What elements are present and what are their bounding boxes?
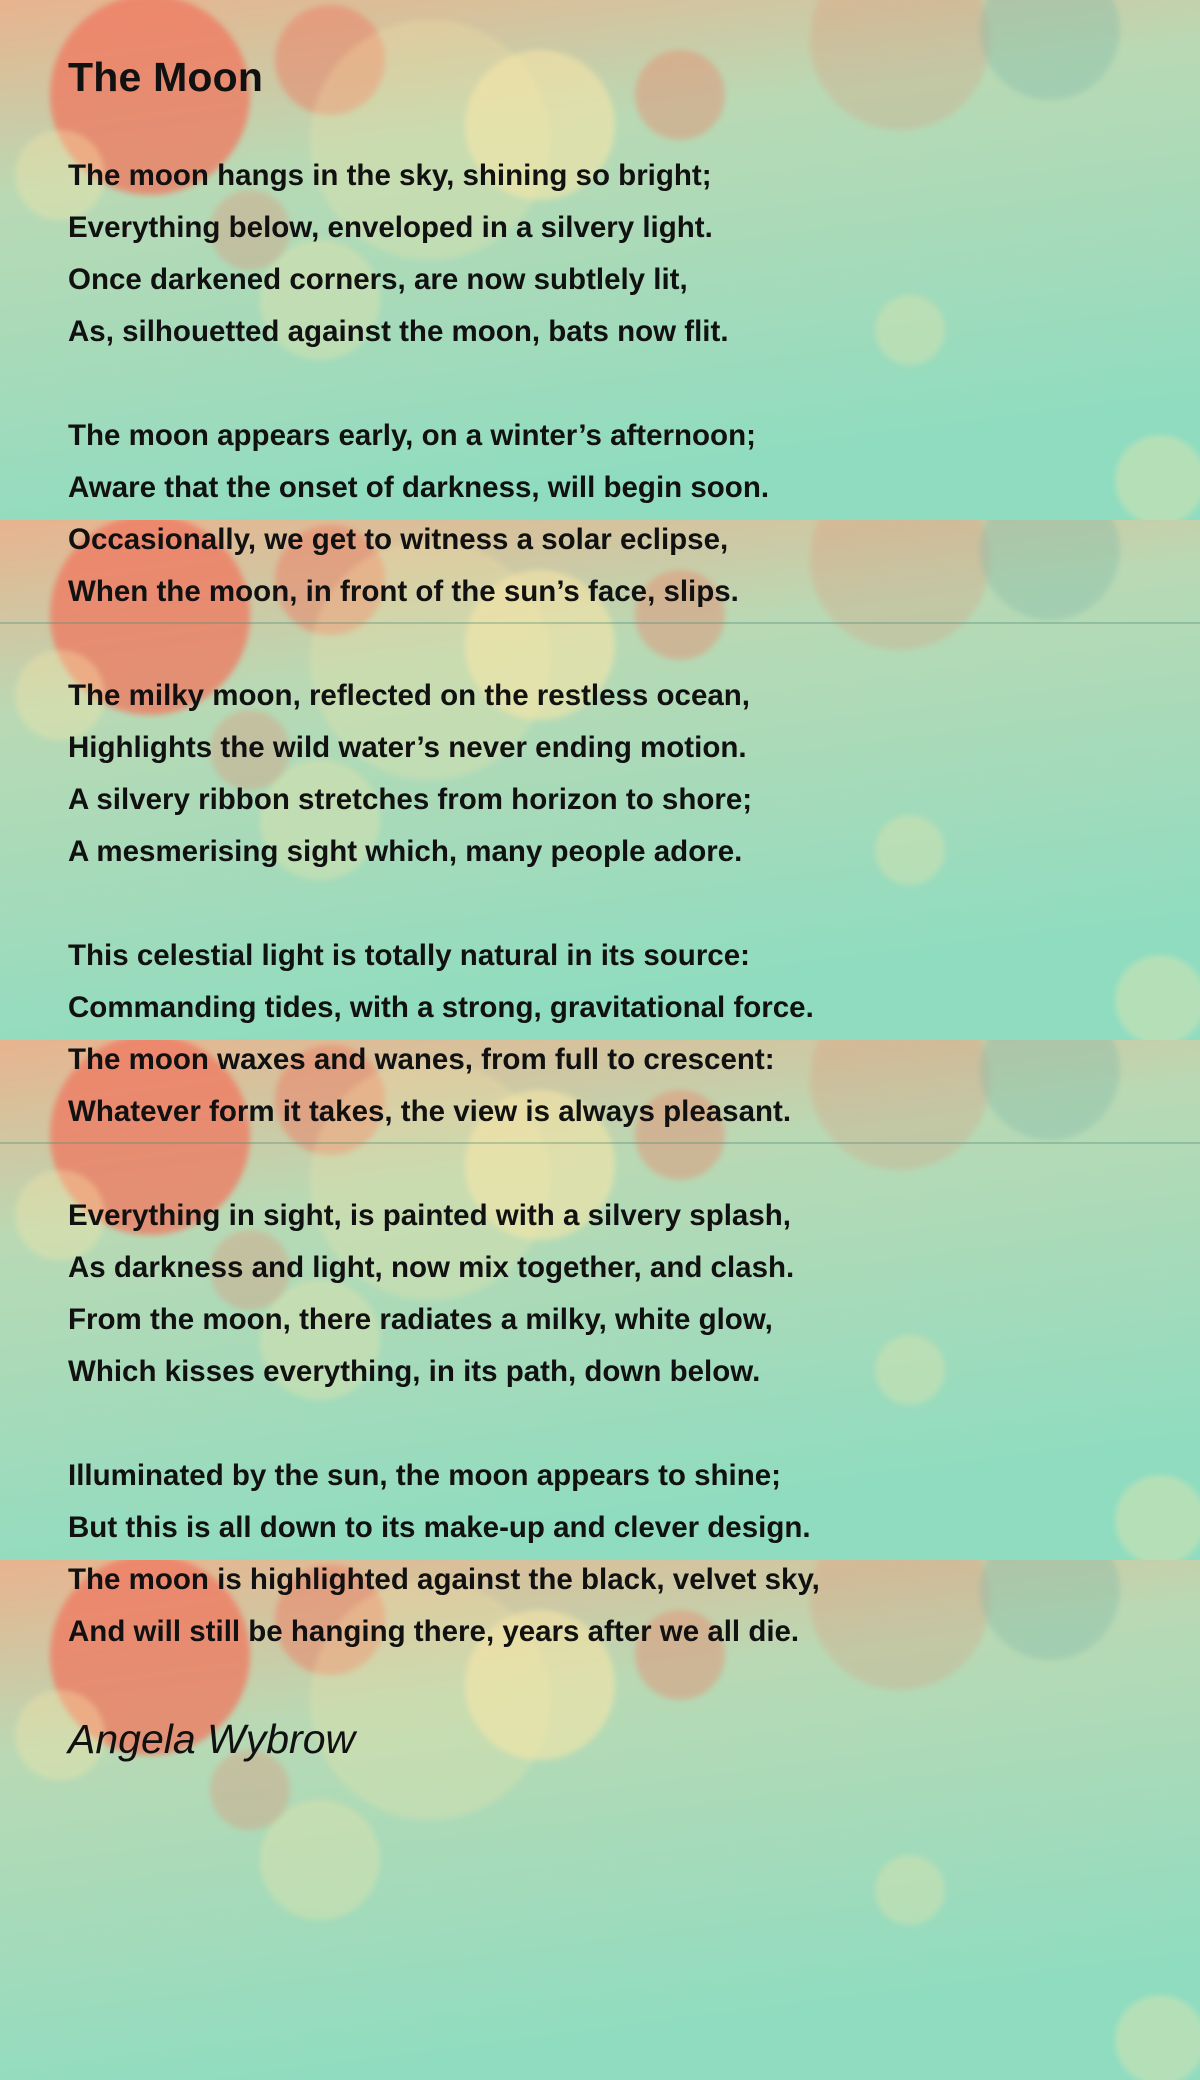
poem-line: Highlights the wild water’s never ending motion.	[68, 731, 747, 764]
stanza-2	[68, 410, 769, 618]
poem-line: The milky moon, reflected on the restless ocean,	[68, 679, 750, 712]
poem-line: And will still be hanging there, years after we all die.	[68, 1615, 800, 1648]
poem-line: But this is all down to its make-up and clever design.	[68, 1511, 811, 1544]
poem-line: This celestial light is totally natural in its source:	[68, 939, 750, 972]
poem-line: The moon appears early, on a winter’s afternoon;	[68, 419, 756, 452]
poem-line: As darkness and light, now mix together, and clash.	[68, 1251, 795, 1284]
poem-title: The Moon	[68, 54, 264, 100]
poem-line: The moon is highlighted against the black, velvet sky,	[68, 1563, 820, 1596]
bokeh-circle	[875, 295, 945, 365]
poem-line: A mesmerising sight which, many people adore.	[68, 835, 743, 868]
poem-line: The moon waxes and wanes, from full to crescent:	[68, 1043, 775, 1076]
bokeh-circle	[875, 1855, 945, 1925]
poem-line: Which kisses everything, in its path, down below.	[68, 1355, 761, 1388]
bokeh-circle	[635, 50, 725, 140]
stanza-6	[68, 1450, 820, 1658]
poem-line: Whatever form it takes, the view is always pleasant.	[68, 1095, 792, 1128]
poem-author: Angela Wybrow	[68, 1716, 356, 1762]
poem-line: Everything in sight, is painted with a silvery splash,	[68, 1199, 791, 1232]
bokeh-circle	[875, 1335, 945, 1405]
stanza-4	[68, 930, 814, 1138]
tile-seam	[0, 622, 1200, 624]
poem-line: When the moon, in front of the sun’s face, slips.	[68, 575, 739, 608]
poem-line: Once darkened corners, are now subtlely lit,	[68, 263, 688, 296]
poem-line: Illuminated by the sun, the moon appears to shine;	[68, 1459, 781, 1492]
stanza-5	[68, 1190, 794, 1398]
bokeh-circle	[875, 815, 945, 885]
poem-line: Commanding tides, with a strong, gravitational force.	[68, 991, 814, 1024]
poem-line: The moon hangs in the sky, shining so bright;	[68, 159, 712, 192]
poem-line: From the moon, there radiates a milky, white glow,	[68, 1303, 773, 1336]
poem-line: A silvery ribbon stretches from horizon to shore;	[68, 783, 753, 816]
poem-line: Occasionally, we get to witness a solar eclipse,	[68, 523, 729, 556]
poem-line: Aware that the onset of darkness, will begin soon.	[68, 471, 770, 504]
stanza-1	[68, 150, 729, 358]
poem-line: As, silhouetted against the moon, bats now flit.	[68, 315, 729, 348]
stanza-3	[68, 670, 752, 878]
poem-line: Everything below, enveloped in a silvery light.	[68, 211, 713, 244]
tile-seam	[0, 1142, 1200, 1144]
